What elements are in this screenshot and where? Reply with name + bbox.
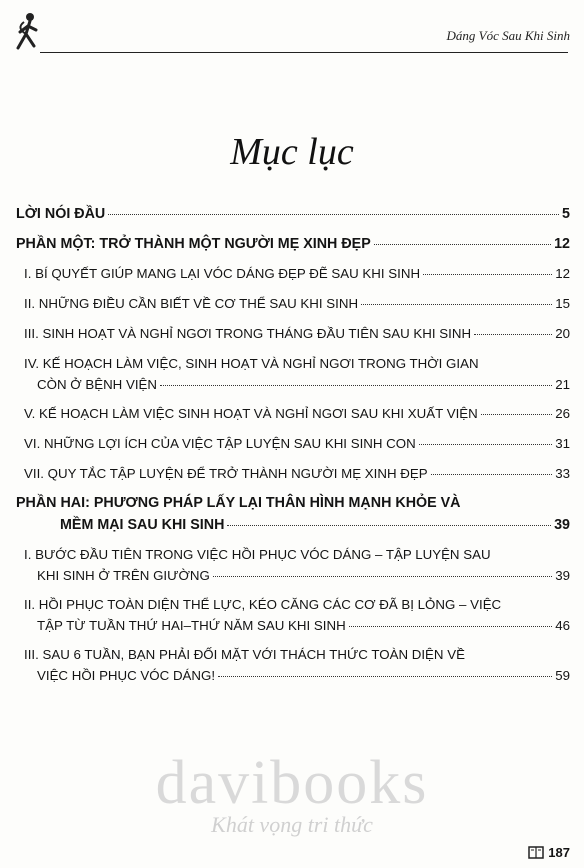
page-number: 187 [548,845,570,860]
dot-leader [213,576,552,577]
toc-entry-label: I. BÍ QUYẾT GIÚP MANG LẠI VÓC DÁNG ĐẸP ĐẼ SAU KHI SINH [24,266,421,281]
toc-entry-label-line2: VIỆC HỒI PHỤC VÓC DÁNG! [37,668,216,683]
toc-entry-label-line2: TẬP TỪ TUẦN THỨ HAI–THỨ NĂM SAU KHI SINH [37,618,346,633]
book-icon [528,846,544,859]
toc-entry-chapter-7[interactable] [24,466,570,481]
table-of-contents [16,206,570,683]
dot-leader [374,244,551,245]
toc-entry-page: 46 [555,618,570,633]
toc-entry-chapter-4[interactable] [24,356,570,392]
toc-entry-label-line1: PHẦN HAI: PHƯƠNG PHÁP LẤY LẠI THÂN HÌNH MẠNH KHỎE VÀ [16,495,461,511]
dot-leader [361,304,552,305]
toc-entry-page: 15 [555,296,570,311]
dot-leader [431,474,553,475]
toc-entry-label: V. KẾ HOẠCH LÀM VIỆC SINH HOẠT VÀ NGHỈ NGƠI SAU KHI XUẤT VIỆN [24,406,478,421]
dot-leader [349,626,553,627]
toc-entry-part-two-chapter-1[interactable] [24,547,570,583]
dot-leader [419,444,552,445]
toc-entry-label: VII. QUY TẮC TẬP LUYỆN ĐỂ TRỞ THÀNH NGƯỜI MẸ XINH ĐẸP [24,466,428,481]
toc-entry-part-two-chapter-3[interactable] [24,647,570,683]
toc-entry-page: 59 [555,668,570,683]
toc-entry-chapter-6[interactable] [24,436,570,451]
toc-entry-preface[interactable] [16,206,570,222]
header-rule [40,52,568,53]
toc-entry-page: 33 [555,466,570,481]
toc-entry-label-line2: MỀM MẠI SAU KHI SINH [60,517,225,533]
toc-entry-label-line1: I. BƯỚC ĐẦU TIÊN TRONG VIỆC HỒI PHỤC VÓC DÁNG – TẬP LUYỆN SAU [24,547,491,562]
toc-entry-page: 20 [555,326,570,341]
toc-entry-label-line1: II. HỒI PHỤC TOÀN DIỆN THỂ LỰC, KÉO CĂNG CÁC CƠ ĐÃ BỊ LỎNG – VIỆC [24,597,502,612]
page-folio [528,845,570,860]
toc-entry-chapter-3[interactable] [24,326,570,341]
watermark-tagline: Khát vọng tri thức [211,812,373,837]
toc-entry-part-one[interactable] [16,236,570,252]
dot-leader [160,385,552,386]
toc-entry-page: 39 [555,568,570,583]
dot-leader [474,334,552,335]
dot-leader [481,414,552,415]
dot-leader [218,676,552,677]
toc-entry-part-two-chapter-2[interactable] [24,597,570,633]
toc-entry-label: II. NHỮNG ĐIỀU CẦN BIẾT VỀ CƠ THỂ SAU KHI SINH [24,296,359,311]
toc-title: Mục lục [230,131,354,173]
toc-entry-page: 39 [554,517,570,533]
toc-entry-label-line1: IV. KẾ HOẠCH LÀM VIỆC, SINH HOẠT VÀ NGHỈ NGƠI TRONG THỜI GIAN [24,356,479,371]
toc-entry-label: PHẦN MỘT: TRỞ THÀNH MỘT NGƯỜI MẸ XINH ĐẸP [16,236,371,252]
toc-entry-page: 26 [555,406,570,421]
toc-entry-label: LỜI NÓI ĐẦU [16,206,106,222]
toc-entry-part-two[interactable] [16,495,570,533]
toc-entry-label-line1: III. SAU 6 TUẦN, BẠN PHẢI ĐỐI MẶT VỚI THÁCH THỨC TOÀN DIỆN VỀ [24,647,465,662]
toc-entry-page: 12 [555,266,570,281]
toc-entry-page: 21 [555,377,570,392]
toc-entry-label: III. SINH HOẠT VÀ NGHỈ NGƠI TRONG THÁNG ĐẦU TIÊN SAU KHI SINH [24,326,472,341]
dot-leader [423,274,552,275]
dot-leader [108,214,559,215]
toc-entry-page: 12 [554,236,570,252]
toc-entry-label: VI. NHỮNG LỢI ÍCH CỦA VIỆC TẬP LUYỆN SAU KHI SINH CON [24,436,416,451]
toc-entry-label-line2: CÒN Ở BỆNH VIỆN [37,377,158,392]
toc-entry-label-line2: KHI SINH Ở TRÊN GIƯỜNG [37,568,210,583]
watermark-brand: davibooks [155,749,429,817]
toc-entry-chapter-1[interactable] [24,266,570,281]
dot-leader [227,525,551,526]
toc-entry-page: 31 [555,436,570,451]
walking-woman-icon [6,10,48,56]
toc-entry-page: 5 [562,206,570,222]
running-head: Dáng Vóc Sau Khi Sinh [446,28,570,43]
toc-entry-chapter-2[interactable] [24,296,570,311]
toc-entry-chapter-5[interactable] [24,406,570,421]
